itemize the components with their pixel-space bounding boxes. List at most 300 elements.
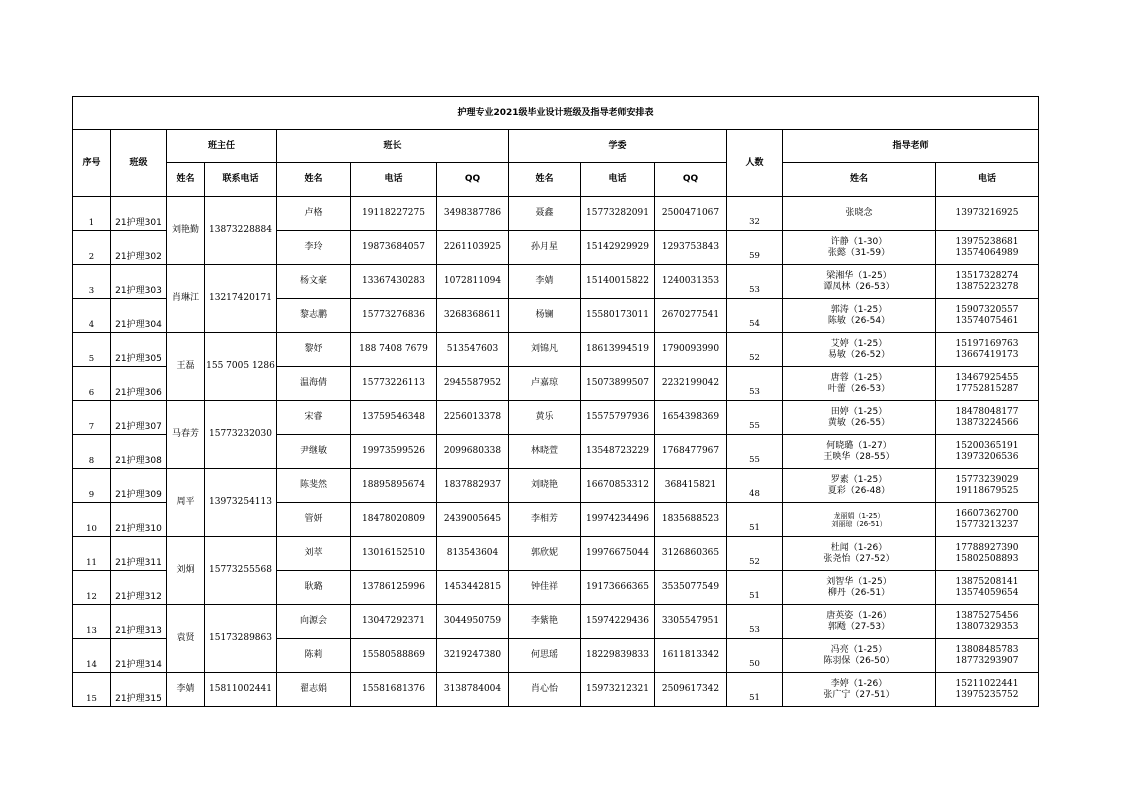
rep-name: 刘晓艳 [509, 469, 581, 503]
monitor-qq: 1453442815 [437, 571, 509, 605]
advisor-name: 许静（1-30） [830, 236, 888, 247]
class-value: 21护理311 [115, 558, 162, 568]
head-teacher-phone: 15773255568 [205, 537, 277, 605]
head-teacher-phone: 155 7005 1286 [205, 333, 277, 401]
monitor-phone: 19118227275 [351, 197, 437, 231]
advisor-phone: 13975235752 [955, 689, 1019, 700]
monitor-qq: 1072811094 [437, 265, 509, 299]
head-teacher-name: 王磊 [167, 333, 205, 401]
rep-qq: 3535077549 [655, 571, 727, 605]
count-value: 53 [749, 625, 760, 635]
monitor-name: 杨文豪 [277, 265, 351, 299]
seq-cell [73, 537, 111, 571]
page-title: 护理专业2021级毕业设计班级及指导老师安排表 [73, 97, 1039, 130]
seq-value: 13 [86, 626, 97, 636]
header-monitor-qq: QQ [437, 163, 509, 197]
rep-qq: 3126860365 [655, 537, 727, 571]
monitor-qq: 3219247380 [437, 639, 509, 673]
advisor-phones [936, 299, 1039, 333]
advisor-phone: 15200365191 [955, 440, 1019, 451]
count-cell [727, 401, 783, 435]
monitor-name: 耿璐 [277, 571, 351, 605]
monitor-name: 陈莉 [277, 639, 351, 673]
rep-phone: 15973212321 [581, 673, 655, 707]
monitor-name: 卢格 [277, 197, 351, 231]
advisor-name: 刘丽琼（26-51） [831, 519, 887, 528]
monitor-qq: 3044950759 [437, 605, 509, 639]
header-seq: 序号 [73, 130, 111, 197]
monitor-qq: 1837882937 [437, 469, 509, 503]
advisor-name: 易敏（26-52） [827, 349, 891, 360]
advisor-name: 冯亮（1-25） [830, 644, 888, 655]
seq-value: 6 [88, 388, 95, 398]
advisor-phones [936, 503, 1039, 537]
header-advisor-phone: 电话 [936, 163, 1039, 197]
count-value: 52 [749, 353, 760, 363]
advisor-phones [936, 673, 1039, 707]
seq-cell [73, 231, 111, 265]
advisor-names [783, 503, 936, 537]
rep-name: 卢嘉琼 [509, 367, 581, 401]
advisor-phone: 15802508893 [955, 553, 1019, 564]
rep-name: 肖心怡 [509, 673, 581, 707]
count-cell [727, 537, 783, 571]
seq-value: 11 [86, 558, 97, 568]
advisor-phone: 13667419173 [955, 349, 1019, 360]
advisor-names [783, 299, 936, 333]
monitor-qq: 813543604 [437, 537, 509, 571]
advisor-name: 张广宁（27-51） [823, 689, 895, 700]
seq-cell [73, 503, 111, 537]
rep-name: 刘锦凡 [509, 333, 581, 367]
count-value: 59 [749, 251, 760, 261]
rep-qq: 3305547951 [655, 605, 727, 639]
monitor-phone: 15580588869 [351, 639, 437, 673]
advisor-name: 夏彩（26-48） [827, 485, 891, 496]
seq-value: 2 [88, 252, 95, 262]
class-value: 21护理302 [115, 252, 162, 262]
rep-qq: 1240031353 [655, 265, 727, 299]
advisor-name: 王映华（28-55） [823, 451, 895, 462]
advisor-phone: 13467925455 [955, 372, 1019, 383]
count-value: 51 [749, 591, 760, 601]
advisor-phone: 13975238681 [955, 236, 1019, 247]
rep-qq: 2509617342 [655, 673, 727, 707]
rep-qq: 1654398369 [655, 401, 727, 435]
class-value: 21护理315 [115, 694, 162, 704]
seq-value: 5 [88, 354, 95, 364]
class-value: 21护理310 [115, 524, 162, 534]
rep-phone: 19173666365 [581, 571, 655, 605]
count-value: 55 [749, 455, 760, 465]
advisor-names [783, 639, 936, 673]
advisor-name: 张尧怡（27-52） [823, 553, 895, 564]
class-value: 21护理307 [115, 422, 162, 432]
class-cell [111, 605, 167, 639]
head-teacher-phone: 15173289863 [205, 605, 277, 673]
header-count: 人数 [727, 130, 783, 197]
advisor-name: 何晓璐（1-27） [826, 440, 892, 451]
count-value: 55 [749, 421, 760, 431]
class-cell [111, 265, 167, 299]
count-value: 52 [749, 557, 760, 567]
rep-qq: 2500471067 [655, 197, 727, 231]
rep-phone: 18613994519 [581, 333, 655, 367]
table-row [73, 537, 1039, 571]
rep-phone: 15575797936 [581, 401, 655, 435]
advisor-names [783, 571, 936, 605]
monitor-name: 向源会 [277, 605, 351, 639]
seq-cell [73, 333, 111, 367]
advisor-name: 柳丹（26-51） [827, 587, 891, 598]
advisor-phone: 13875223278 [955, 281, 1019, 292]
advisor-phones [936, 639, 1039, 673]
seq-cell [73, 265, 111, 299]
count-cell [727, 435, 783, 469]
advisor-phone: 18773293907 [955, 655, 1019, 666]
header-advisor: 指导老师 [783, 130, 1039, 163]
advisor-phone: 13973216925 [955, 208, 1019, 218]
seq-value: 4 [88, 320, 95, 330]
header-class: 班级 [111, 130, 167, 197]
seq-cell [73, 197, 111, 231]
header-head-teacher-name: 姓名 [167, 163, 205, 197]
seq-cell [73, 673, 111, 707]
rep-name: 何思瑶 [509, 639, 581, 673]
rep-qq: 1768477967 [655, 435, 727, 469]
advisor-name: 艾婷（1-25） [830, 338, 888, 349]
class-value: 21护理303 [115, 286, 162, 296]
advisor-names [783, 333, 936, 367]
head-teacher-name: 袁贤 [167, 605, 205, 673]
rep-qq: 2670277541 [655, 299, 727, 333]
count-cell [727, 469, 783, 503]
head-teacher-phone: 13873228884 [205, 197, 277, 265]
header-monitor: 班长 [277, 130, 509, 163]
class-value: 21护理301 [115, 218, 162, 228]
advisor-name: 谭凤林（26-53） [823, 281, 895, 292]
table-row [73, 673, 1039, 707]
rep-phone: 15140015822 [581, 265, 655, 299]
seq-cell [73, 639, 111, 673]
count-cell [727, 265, 783, 299]
header-rep-qq: QQ [655, 163, 727, 197]
advisor-names [783, 367, 936, 401]
rep-phone: 13548723229 [581, 435, 655, 469]
count-value: 51 [749, 523, 760, 533]
monitor-name: 黎妤 [277, 333, 351, 367]
advisor-name: 张懿（31-59） [827, 247, 891, 258]
class-cell [111, 299, 167, 333]
table-row [73, 197, 1039, 231]
seq-cell [73, 605, 111, 639]
count-cell [727, 197, 783, 231]
class-value: 21护理313 [115, 626, 162, 636]
class-cell [111, 571, 167, 605]
advisor-name: 黄敏（26-55） [827, 417, 891, 428]
advisor-phone: 15907320557 [955, 304, 1019, 315]
count-cell [727, 571, 783, 605]
advisor-names [783, 197, 936, 231]
monitor-phone: 13016152510 [351, 537, 437, 571]
monitor-qq: 2256013378 [437, 401, 509, 435]
advisor-phones [936, 537, 1039, 571]
count-cell [727, 333, 783, 367]
monitor-phone: 15773276836 [351, 299, 437, 333]
advisor-phone: 13875208141 [955, 576, 1019, 587]
header-monitor-phone: 电话 [351, 163, 437, 197]
advisor-name: 叶蕾（26-53） [827, 383, 891, 394]
seq-value: 14 [86, 660, 97, 670]
header-head-teacher-phone: 联系电话 [205, 163, 277, 197]
rep-name: 郭欣妮 [509, 537, 581, 571]
rep-phone: 15773282091 [581, 197, 655, 231]
class-value: 21护理312 [115, 592, 162, 602]
class-cell [111, 639, 167, 673]
header-rep-name: 姓名 [509, 163, 581, 197]
count-cell [727, 605, 783, 639]
head-teacher-name: 李婧 [167, 673, 205, 707]
monitor-qq: 3268368611 [437, 299, 509, 333]
rep-phone: 15073899507 [581, 367, 655, 401]
advisor-phone: 13807329353 [955, 621, 1019, 632]
monitor-phone: 19973599526 [351, 435, 437, 469]
advisor-phones [936, 231, 1039, 265]
advisor-name: 唐英姿（1-26） [826, 610, 892, 621]
count-cell [727, 367, 783, 401]
rep-qq: 368415821 [655, 469, 727, 503]
rep-name: 李相芳 [509, 503, 581, 537]
count-cell [727, 639, 783, 673]
advisor-phones [936, 605, 1039, 639]
advisor-name: 郭飏（27-53） [827, 621, 891, 632]
class-value: 21护理304 [115, 320, 162, 330]
monitor-phone: 15773226113 [351, 367, 437, 401]
header-head-teacher: 班主任 [167, 130, 277, 163]
class-cell [111, 537, 167, 571]
advisor-phone: 17752815287 [955, 383, 1019, 394]
advisor-names [783, 401, 936, 435]
advisor-name: 龙丽娟（1-25） [833, 511, 885, 520]
class-cell [111, 231, 167, 265]
class-cell [111, 333, 167, 367]
advisor-phone: 19118679525 [955, 485, 1019, 496]
monitor-phone: 13759546348 [351, 401, 437, 435]
monitor-name: 李玲 [277, 231, 351, 265]
seq-cell [73, 469, 111, 503]
rep-name: 聂鑫 [509, 197, 581, 231]
class-cell [111, 197, 167, 231]
advisor-names [783, 265, 936, 299]
monitor-name: 黎志鹏 [277, 299, 351, 333]
header-study-rep: 学委 [509, 130, 727, 163]
seq-cell [73, 401, 111, 435]
count-value: 51 [749, 693, 760, 703]
class-cell [111, 469, 167, 503]
monitor-qq: 513547603 [437, 333, 509, 367]
rep-phone: 15580173011 [581, 299, 655, 333]
advisor-phone: 13808485783 [955, 644, 1019, 655]
class-value: 21护理314 [115, 660, 162, 670]
head-teacher-phone: 15811002441 [205, 673, 277, 707]
table-row [73, 605, 1039, 639]
advisor-phone: 16607362700 [955, 508, 1019, 519]
monitor-phone: 15581681376 [351, 673, 437, 707]
header-monitor-name: 姓名 [277, 163, 351, 197]
rep-name: 杨镧 [509, 299, 581, 333]
monitor-qq: 2439005645 [437, 503, 509, 537]
monitor-phone: 18895895674 [351, 469, 437, 503]
advisor-phone: 13574064989 [955, 247, 1019, 258]
seq-value: 1 [88, 218, 95, 228]
table-row [73, 401, 1039, 435]
monitor-name: 陈斐然 [277, 469, 351, 503]
class-value: 21护理306 [115, 388, 162, 398]
rep-qq: 1835688523 [655, 503, 727, 537]
advisor-phones [936, 197, 1039, 231]
count-value: 50 [749, 659, 760, 669]
monitor-qq: 2261103925 [437, 231, 509, 265]
advisor-name: 梁湘华（1-25） [826, 270, 892, 281]
advisor-phones [936, 333, 1039, 367]
advisor-phone: 15211022441 [955, 678, 1019, 689]
advisor-phone: 13973206536 [955, 451, 1019, 462]
advisor-name: 李婷（1-26） [830, 678, 888, 689]
monitor-qq: 3498387786 [437, 197, 509, 231]
advisor-phones [936, 469, 1039, 503]
seq-value: 12 [86, 592, 97, 602]
advisor-phones [936, 435, 1039, 469]
monitor-phone: 18478020809 [351, 503, 437, 537]
advisor-phones [936, 401, 1039, 435]
seq-value: 10 [86, 524, 97, 534]
advisor-phone: 17788927390 [955, 542, 1019, 553]
advisor-name: 唐蓉（1-25） [830, 372, 888, 383]
count-value: 53 [749, 285, 760, 295]
schedule-table [72, 96, 1039, 707]
advisor-names [783, 673, 936, 707]
advisor-names [783, 605, 936, 639]
header-rep-phone: 电话 [581, 163, 655, 197]
seq-cell [73, 299, 111, 333]
table-row [73, 469, 1039, 503]
seq-cell [73, 571, 111, 605]
head-teacher-phone: 13217420171 [205, 265, 277, 333]
advisor-phone: 15773213237 [955, 519, 1019, 530]
head-teacher-name: 刘艳勤 [167, 197, 205, 265]
count-value: 32 [749, 217, 760, 227]
advisor-name: 陈敏（26-54） [827, 315, 891, 326]
advisor-name: 罗素（1-25） [830, 474, 888, 485]
seq-cell [73, 435, 111, 469]
rep-name: 林晓萱 [509, 435, 581, 469]
advisor-name: 杜闻（1-26） [830, 542, 888, 553]
count-cell [727, 503, 783, 537]
rep-phone: 19976675044 [581, 537, 655, 571]
advisor-names [783, 537, 936, 571]
advisor-names [783, 435, 936, 469]
advisor-name: 刘智华（1-25） [826, 576, 892, 587]
advisor-names [783, 231, 936, 265]
head-teacher-name: 马春芳 [167, 401, 205, 469]
advisor-phone: 18478048177 [955, 406, 1019, 417]
monitor-phone: 19873684057 [351, 231, 437, 265]
advisor-phones [936, 265, 1039, 299]
advisor-name: 田婷（1-25） [830, 406, 888, 417]
rep-name: 李紫艳 [509, 605, 581, 639]
monitor-phone: 13367430283 [351, 265, 437, 299]
rep-name: 李婧 [509, 265, 581, 299]
seq-cell [73, 367, 111, 401]
advisor-phone: 13875275456 [955, 610, 1019, 621]
advisor-phone: 13574059654 [955, 587, 1019, 598]
rep-name: 钟佳祥 [509, 571, 581, 605]
advisor-phones [936, 367, 1039, 401]
count-cell [727, 673, 783, 707]
count-value: 54 [749, 319, 760, 329]
count-value: 48 [749, 489, 760, 499]
class-value: 21护理308 [115, 456, 162, 466]
rep-phone: 18229839833 [581, 639, 655, 673]
rep-name: 黄乐 [509, 401, 581, 435]
count-cell [727, 299, 783, 333]
seq-value: 15 [86, 694, 97, 704]
class-value: 21护理305 [115, 354, 162, 364]
class-cell [111, 503, 167, 537]
rep-qq: 1790093990 [655, 333, 727, 367]
table-row [73, 265, 1039, 299]
monitor-name: 翟志娟 [277, 673, 351, 707]
rep-name: 孙月星 [509, 231, 581, 265]
monitor-name: 温海倩 [277, 367, 351, 401]
class-value: 21护理309 [115, 490, 162, 500]
advisor-phones [936, 571, 1039, 605]
monitor-name: 管妍 [277, 503, 351, 537]
advisor-name: 郭涛（1-25） [830, 304, 888, 315]
header-advisor-name: 姓名 [783, 163, 936, 197]
monitor-phone: 13786125996 [351, 571, 437, 605]
advisor-phone: 15197169763 [955, 338, 1019, 349]
seq-value: 3 [88, 286, 95, 296]
seq-value: 9 [88, 490, 95, 500]
monitor-phone: 13047292371 [351, 605, 437, 639]
rep-phone: 15974229436 [581, 605, 655, 639]
class-cell [111, 435, 167, 469]
seq-value: 8 [88, 456, 95, 466]
advisor-phone: 13873224566 [955, 417, 1019, 428]
count-value: 53 [749, 387, 760, 397]
advisor-name: 张晓念 [845, 208, 873, 218]
seq-value: 7 [88, 422, 95, 432]
monitor-qq: 3138784004 [437, 673, 509, 707]
monitor-name: 刘萃 [277, 537, 351, 571]
rep-phone: 19974234496 [581, 503, 655, 537]
monitor-name: 尹继敏 [277, 435, 351, 469]
monitor-name: 宋睿 [277, 401, 351, 435]
rep-qq: 1611813342 [655, 639, 727, 673]
rep-phone: 15142929929 [581, 231, 655, 265]
head-teacher-name: 刘炯 [167, 537, 205, 605]
head-teacher-phone: 15773232030 [205, 401, 277, 469]
head-teacher-phone: 13973254113 [205, 469, 277, 537]
rep-qq: 2232199042 [655, 367, 727, 401]
monitor-qq: 2099680338 [437, 435, 509, 469]
rep-qq: 1293753843 [655, 231, 727, 265]
monitor-phone: 188 7408 7679 [351, 333, 437, 367]
advisor-phone: 13517328274 [955, 270, 1019, 281]
class-cell [111, 401, 167, 435]
count-cell [727, 231, 783, 265]
